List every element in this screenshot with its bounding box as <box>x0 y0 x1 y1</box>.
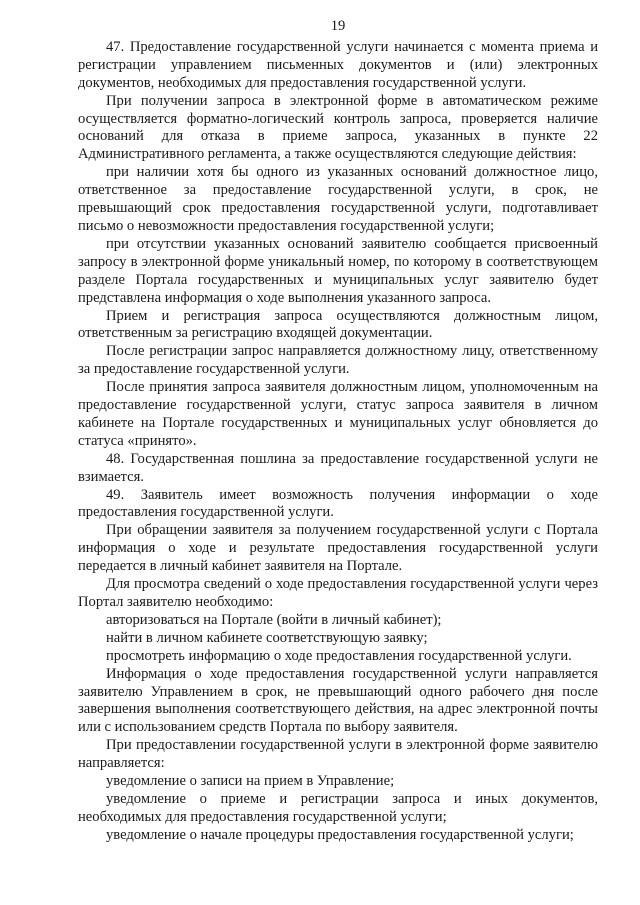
document-body <box>78 39 598 845</box>
paragraph: При получении запроса в электронной форме в автоматическом режиме осуществляется форматно-логический контроль запроса, проверяется наличие оснований для отказа в приеме запроса, указанных в пункте 22 Административного регламента, а также осуществляются следующие действия: <box>78 92 598 163</box>
list-item: уведомление о записи на прием в Управление; <box>106 773 395 790</box>
paragraph: при наличии хотя бы одного из указанных оснований должностное лицо, ответственное за предоставление государственной услуги, в срок, не превышающий срок предоставления государственной услуги, подготавливает письмо о невозможности предоставления государственной услуги; <box>78 164 598 234</box>
paragraph: 48. Государственная пошлина за предоставление государственной услуги не взимается. <box>78 450 598 485</box>
page-number: 19 <box>330 18 346 34</box>
paragraph: уведомление о приеме и регистрации запроса и иных документов, необходимых для предоставления государственной услуги; <box>78 790 598 825</box>
list-item: найти в личном кабинете соответствующую заявку; <box>106 629 428 646</box>
paragraph: После регистрации запрос направляется должностному лицу, ответственному за предоставление государственной услуги. <box>78 343 598 378</box>
paragraph: 47. Предоставление государственной услуги начинается с момента приема и регистрации управлением письменных документов и (или) электронных документов, необходимых для предоставления государственной услуги. <box>78 38 598 91</box>
paragraph: При предоставлении государственной услуги в электронной форме заявителю направляется: <box>78 737 598 772</box>
paragraph: После принятия запроса заявителя должностным лицом, уполномоченным на предоставление государственной услуги, статус запроса заявителя в личном кабинете на Портале государственных и муниципальных услуг обновляется до статуса «принято». <box>78 379 598 449</box>
paragraph: При обращении заявителя за получением государственной услуги с Портала информация о ходе и результате предоставления государственной услуги передается в личный кабинет заявителя на Портале. <box>78 522 598 575</box>
list-item: просмотреть информацию о ходе предоставления государственной услуги. <box>106 647 572 664</box>
paragraph: при отсутствии указанных оснований заявителю сообщается присвоенный запросу в электронной форме уникальный номер, по которому в соответствующем разделе Портала государственных и муниципальных услуг заявителю будет представлена информация о ходе выполнения указанного запроса. <box>78 235 598 306</box>
list-item: уведомление о начале процедуры предоставления государственной услуги; <box>106 826 574 843</box>
paragraph: Для просмотра сведений о ходе предоставления государственной услуги через Портал заявителю необходимо: <box>78 576 598 610</box>
paragraph: Прием и регистрация запроса осуществляются должностным лицом, ответственным за регистрацию входящей документации. <box>78 307 598 342</box>
list-item: авторизоваться на Портале (войти в личный кабинет); <box>106 611 442 628</box>
paragraph: Информация о ходе предоставления государственной услуги направляется заявителю Управлением в срок, не превышающий одного рабочего дня после завершения выполнения соответствующего действия, на адрес электронной почты или с использованием средств Портала по выбору заявителя. <box>78 665 598 736</box>
paragraph: 49. Заявитель имеет возможность получения информации о ходе предоставления государственной услуги. <box>78 486 598 521</box>
